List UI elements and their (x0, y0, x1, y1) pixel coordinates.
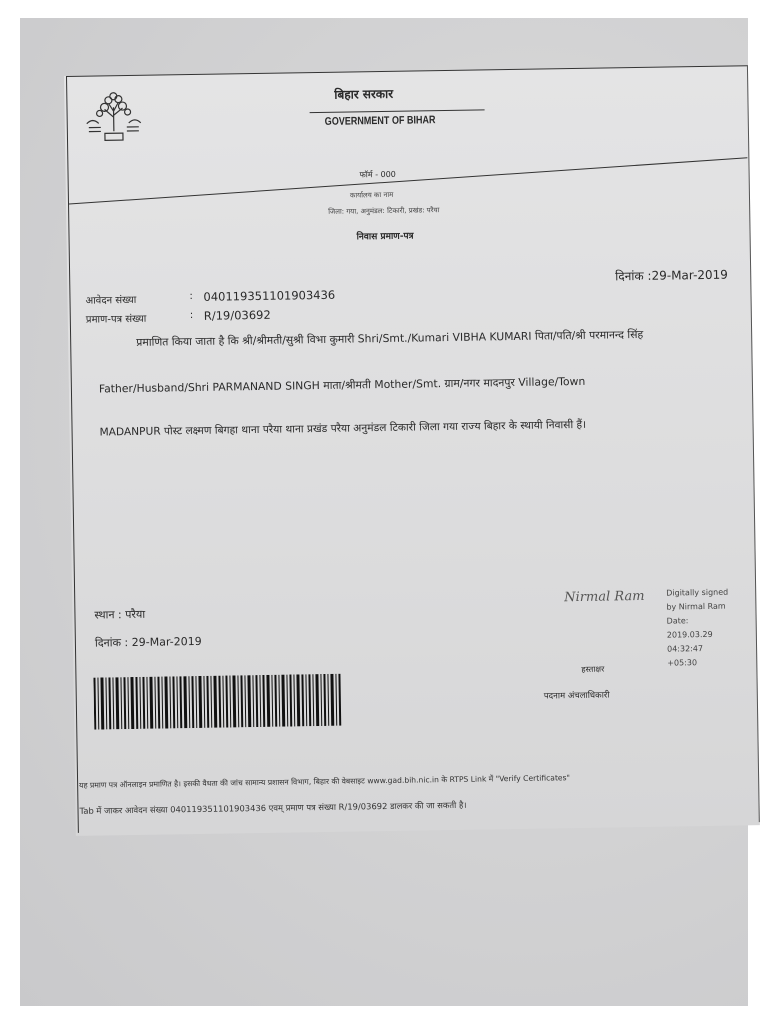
digital-line: 2019.03.29 (666, 629, 713, 640)
digital-line: 04:32:47 (667, 644, 704, 654)
separator: : (189, 291, 193, 303)
body-line-1: प्रमाणित किया जाता है कि श्री/श्रीमती/सुश्री विभा कुमारी Shri/Smt./Kumari VIBHA KUMARI पिता/पति/श्री परमानन्द सिंह (136, 327, 644, 349)
certificate-title: निवास प्रमाण-पत्र (356, 231, 414, 243)
signature-label: हस्ताक्षर (581, 664, 605, 674)
body-line-3: MADANPUR पोस्ट लक्ष्मण बिगहा थाना परैया थाना प्रखंड परैया अनुमंडल टिकारी जिला गया राज्य बिहार के स्थायी निवासी हैं। (99, 418, 587, 439)
issue-date-top: दिनांक :29-Mar-2019 (615, 267, 728, 284)
form-number: फॉर्म - 000 (359, 169, 396, 180)
photo-background (20, 18, 748, 1006)
office-address: जिला: गया, अनुमंडल: टिकारी, प्रखंड: परैया (328, 206, 440, 216)
govt-title-english: GOVERNMENT OF BIHAR (324, 114, 436, 128)
digital-signature-block (666, 586, 729, 671)
designation: पदनाम अंचलाधिकारी (543, 690, 610, 702)
body-line-2: Father/Husband/Shri PARMANAND SINGH माता/श्रीमती Mother/Smt. ग्राम/नगर मादनपुर Village/Town (98, 374, 586, 396)
digital-line: +05:30 (667, 658, 698, 668)
office-name: कार्यालय का नाम (349, 190, 394, 200)
application-number: 040119351101903436 (203, 287, 336, 304)
govt-title-hindi: बिहार सरकार (334, 86, 394, 102)
certificate-number: R/19/03692 (203, 307, 271, 323)
application-label: आवेदन संख्या (85, 294, 137, 307)
bihar-emblem-icon (82, 87, 145, 150)
certificate-label: प्रमाण-पत्र संख्या (85, 313, 147, 326)
separator: : (189, 310, 194, 322)
digital-line: Date: (666, 616, 689, 626)
digital-line: by Nirmal Ram (666, 601, 726, 612)
verification-notice-line-1: यह प्रमाण पत्र ऑनलाइन प्रमाणित है। इसकी वैधता की जांच सामान्य प्रशासन विभाग, बिहार की वेबसाइट www.gad.bih.nic.in के RTPS Link में "Verify Certificates" (79, 773, 571, 790)
place: स्थान : परैया (94, 607, 146, 622)
signature-script: Nirmal Ram (564, 588, 645, 606)
certificate-sheet (64, 65, 760, 836)
verification-notice-line-2: Tab में जाकर आवेदन संख्या 040119351101903436 एवम् प्रमाण पत्र संख्या R/19/03692 डालकर की जा सकती है। (79, 799, 467, 816)
footer-date: दिनांक : 29-Mar-2019 (94, 634, 202, 650)
barcode (93, 674, 344, 730)
digital-line: Digitally signed (666, 587, 729, 598)
